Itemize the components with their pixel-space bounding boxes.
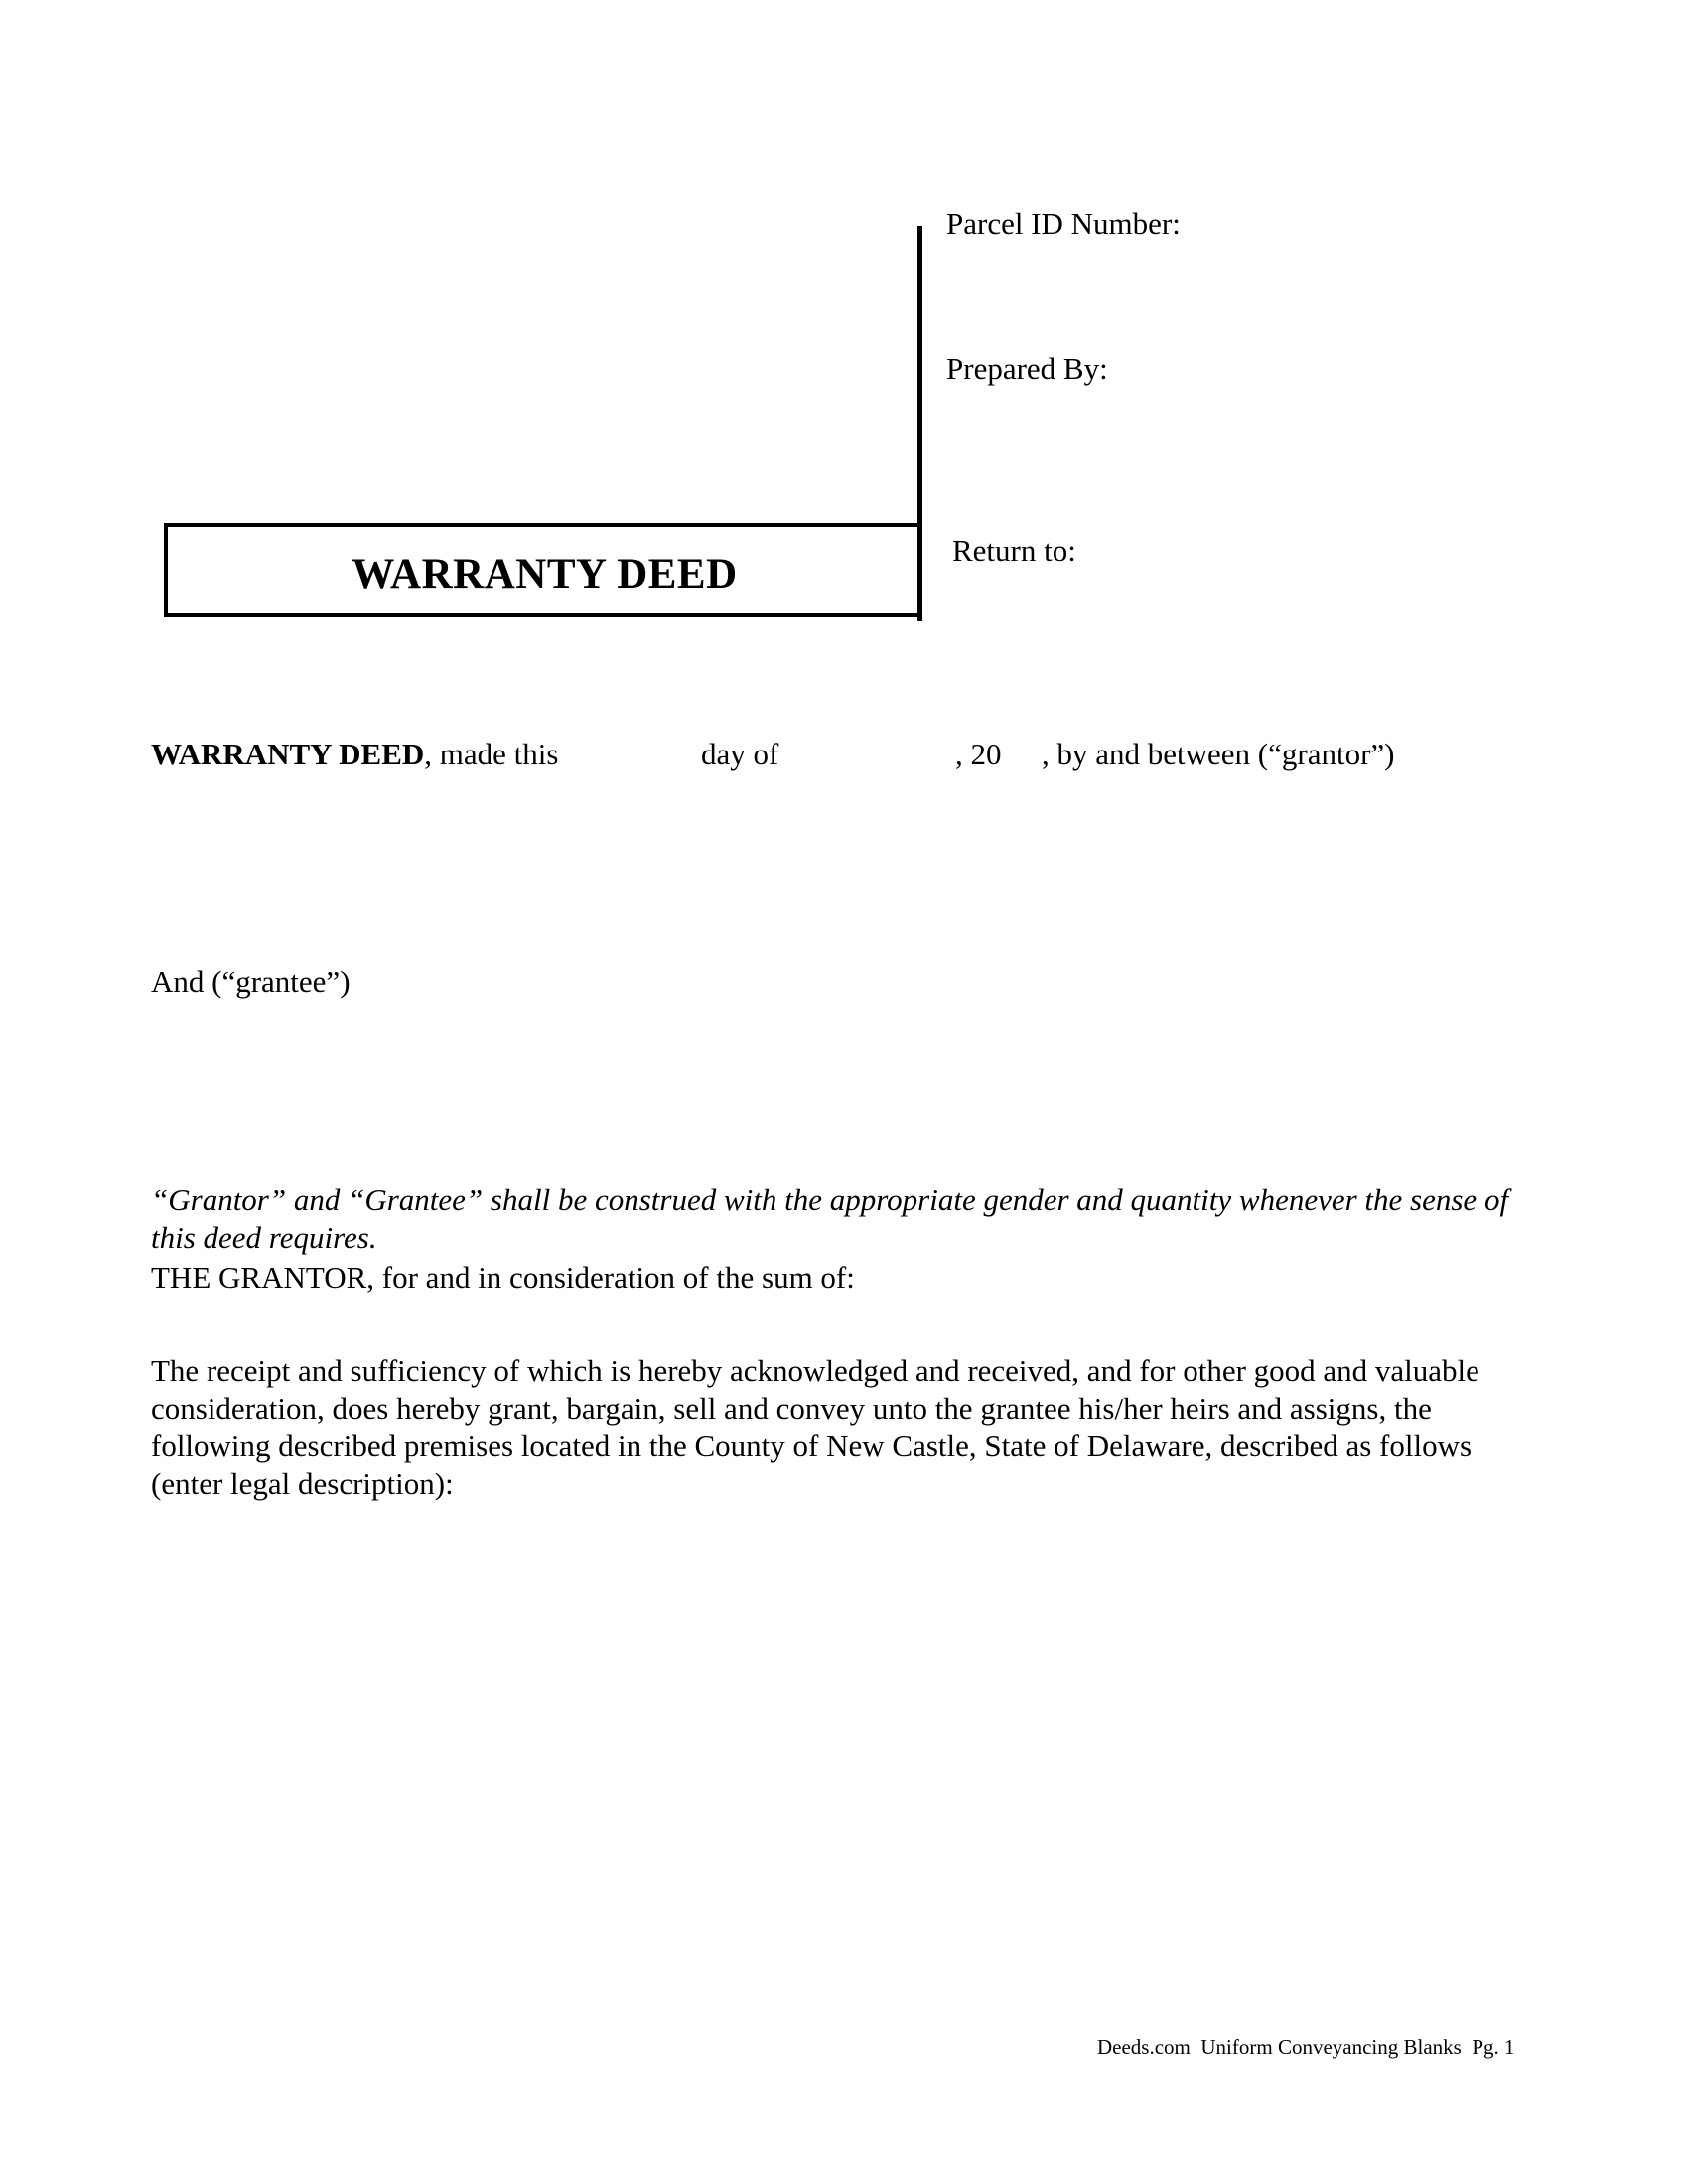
parcel-id-label: Parcel ID Number: xyxy=(946,206,1181,241)
construction-note: “Grantor” and “Grantee” shall be construed with the appropriate gender and quantity whenever the sense of this deed requires. xyxy=(151,1182,1509,1255)
receipt-paragraph: The receipt and sufficiency of which is hereby acknowledged and received, and for other good and valuable consideration, does hereby grant, bargain, sell and convey unto the grantee his/her heirs and assigns, the following described premises located in the County of New Castle, State of Delaware, described as follows (enter legal description): xyxy=(151,1353,1479,1501)
grantee-line: And (“grantee”) xyxy=(151,964,351,999)
consideration-line: THE GRANTOR, for and in consideration of the sum of: xyxy=(151,1260,855,1295)
footer-site: Deeds.com xyxy=(1097,2035,1191,2059)
return-to-label: Return to: xyxy=(952,533,1076,568)
footer-page-number: Pg. 1 xyxy=(1472,2035,1515,2059)
footer-form-name: Uniform Conveyancing Blanks xyxy=(1200,2035,1462,2059)
page-footer xyxy=(1097,2035,1515,2060)
deed-opening-line xyxy=(151,736,558,773)
document-title: WARRANTY DEED xyxy=(352,550,738,598)
deed-bold-lead: WARRANTY DEED xyxy=(151,737,425,771)
by-and-between-text: , by and between (“grantor”) xyxy=(1042,737,1395,771)
prepared-by-label: Prepared By: xyxy=(946,351,1108,386)
made-this-text: , made this xyxy=(424,737,559,771)
day-of-text: day of xyxy=(701,737,779,771)
title-box xyxy=(164,523,921,617)
year-prefix-text: , 20 xyxy=(955,737,1002,771)
